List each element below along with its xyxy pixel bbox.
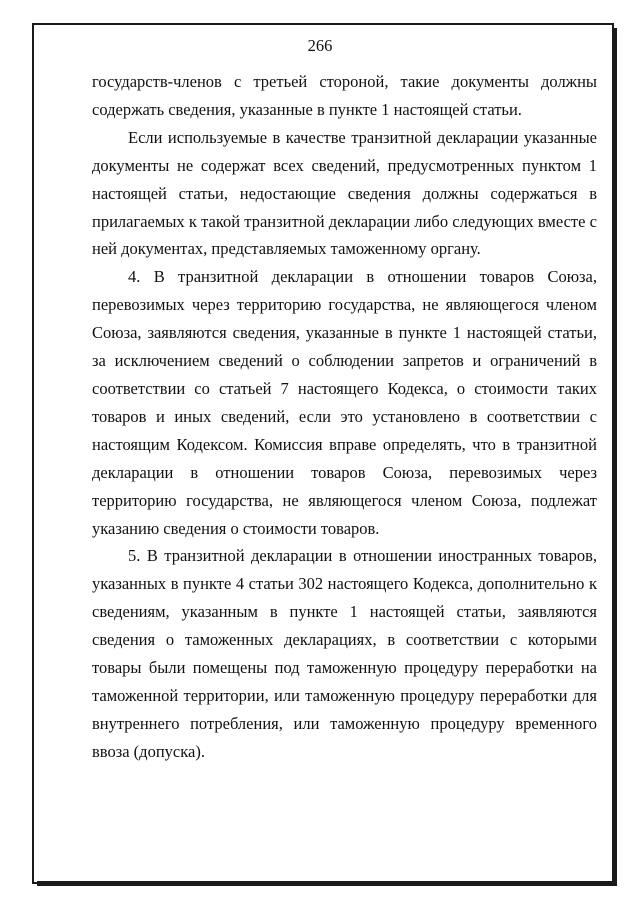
page-frame-shadow-bottom	[37, 881, 617, 886]
page-number: 266	[307, 36, 333, 55]
paragraph-continuation: государств-членов с третьей стороной, такие документы должны содержать сведения, указанные в пункте 1 настоящей статьи.	[92, 72, 597, 119]
paragraph-item-4: 4. В транзитной декларации в отношении товаров Союза, перевозимых через территорию государства, не являющегося членом Союза, заявляются сведения, указанные в пункте 1 настоящей статьи, за исключением сведений о соблюдении запретов и ограничений в соответствии со статьей 7 настоящего Кодекса, о стоимости таких товаров и иных сведений, если это установлено в соответствии с настоящим Кодексом. Комиссия вправе определять, что в транзитной декларации в отношении товаров Союза, перевозимых через территорию государства, не являющегося членом Союза, подлежат указанию сведения о стоимости товаров.	[92, 267, 597, 538]
paragraph-transit-documents: Если используемые в качестве транзитной декларации указанные документы не содержат всех сведений, предусмотренных пунктом 1 настоящей статьи, недостающие сведения должны содержаться в прилагаемых к такой транзитной декларации либо следующих вместе с ней документах, представляемых таможенному органу.	[92, 127, 597, 259]
paragraph-item-5: 5. В транзитной декларации в отношении иностранных товаров, указанных в пункте 4 статьи 302 настоящего Кодекса, дополнительно к сведениям, указанным в пункте 1 настоящей статьи, заявляются сведения о таможенных декларациях, в соответствии с которыми товары были помещены под таможенную процедуру переработки на таможенной территории, или таможенную процедуру переработки для внутреннего потребления, или таможенную процедуру временного ввоза (допуска).	[92, 546, 597, 761]
page-frame-shadow-right	[612, 28, 617, 886]
document-body	[92, 68, 597, 766]
